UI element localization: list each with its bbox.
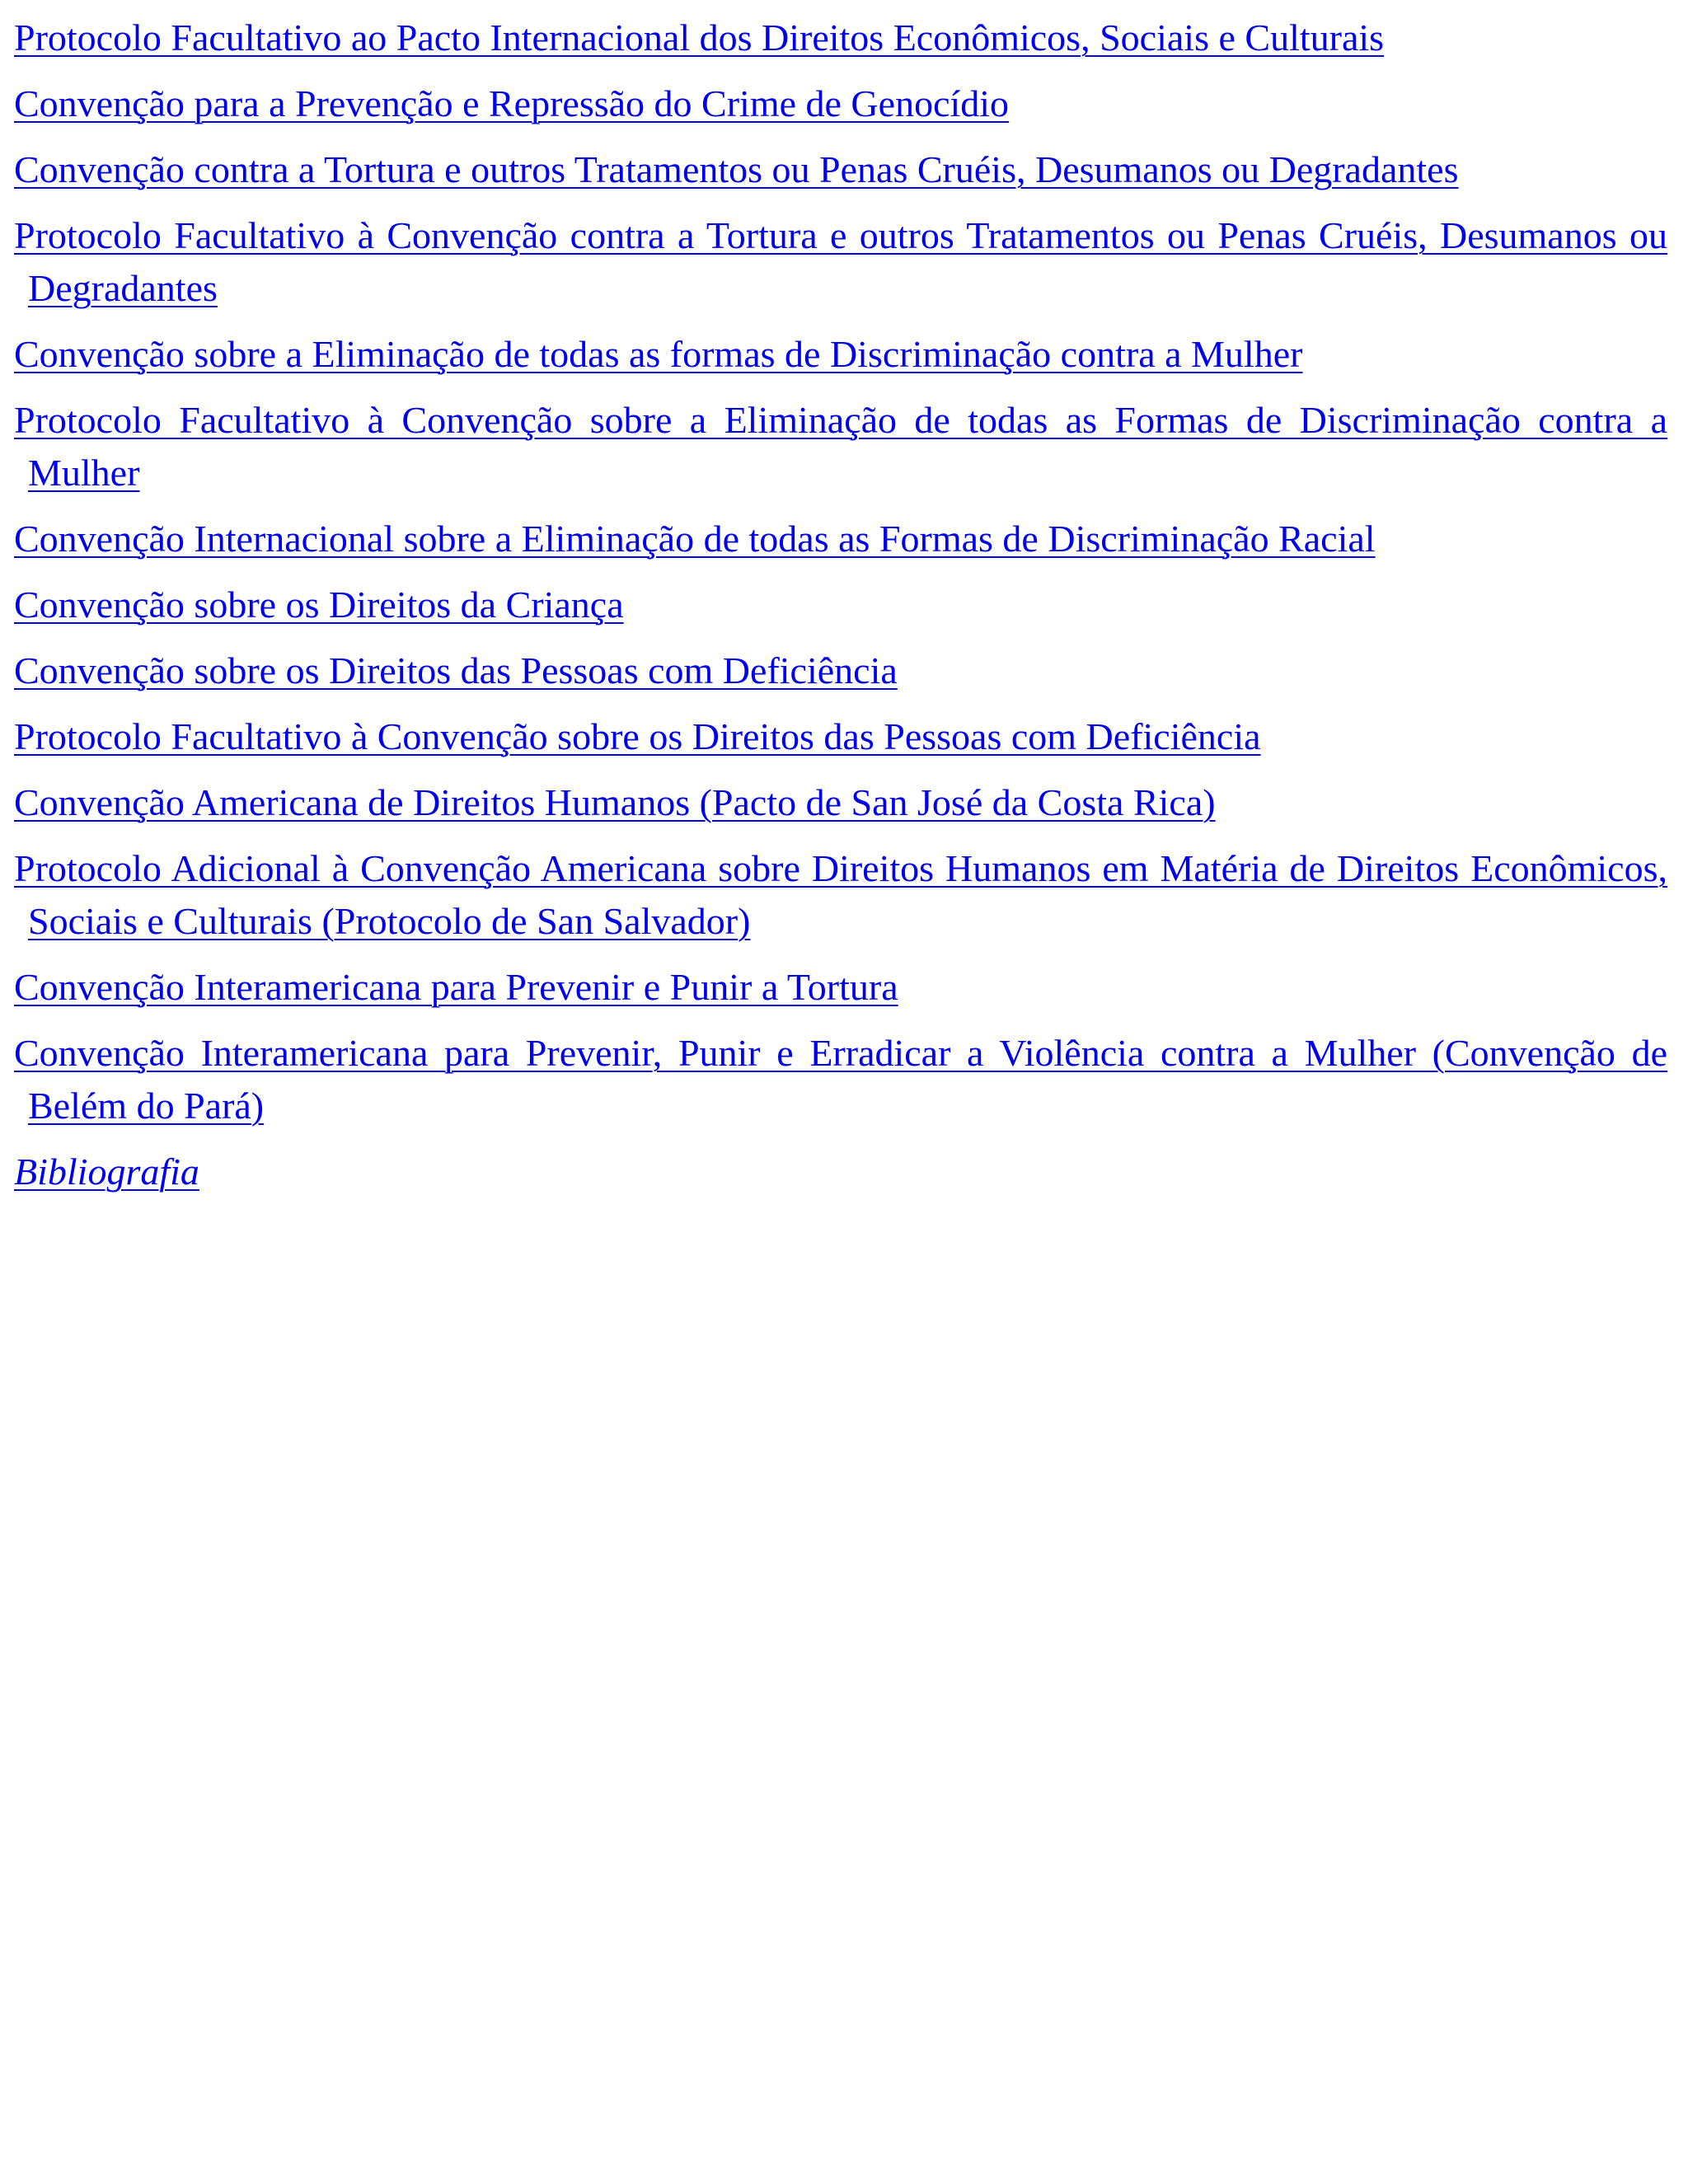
toc-link-convencao-crianca[interactable]: Convenção sobre os Direitos da Criança: [14, 583, 624, 626]
table-of-contents: [14, 12, 1667, 1212]
toc-link-convencao-mulher[interactable]: Convenção sobre a Eliminação de todas as formas de Discriminação contra a Mulher: [14, 333, 1303, 375]
toc-link-convencao-tortura[interactable]: Convenção contra a Tortura e outros Tratamentos ou Penas Cruéis, Desumanos ou Degradantes: [14, 148, 1459, 190]
toc-link-protocolo-san-salvador[interactable]: Protocolo Adicional à Convenção Americana sobre Direitos Humanos em Matéria de Direitos Econômicos, Sociais e Culturais (Protocolo de San Salvador): [14, 847, 1667, 942]
toc-link-convencao-genocidio[interactable]: Convenção para a Prevenção e Repressão do Crime de Genocídio: [14, 82, 1010, 124]
toc-link-protocolo-pidesc[interactable]: Protocolo Facultativo ao Pacto Internacional dos Direitos Econômicos, Sociais e Culturais: [14, 16, 1385, 59]
toc-link-convencao-racial[interactable]: Convenção Internacional sobre a Eliminação de todas as Formas de Discriminação Racial: [14, 518, 1376, 560]
toc-link-protocolo-mulher[interactable]: Protocolo Facultativo à Convenção sobre a Eliminação de todas as Formas de Discriminação contra a Mulher: [14, 399, 1667, 494]
toc-link-convencao-deficiencia[interactable]: Convenção sobre os Direitos das Pessoas com Deficiência: [14, 649, 898, 691]
toc-link-bibliografia[interactable]: Bibliografia: [14, 1151, 199, 1193]
toc-link-convencao-interamericana-tortura[interactable]: Convenção Interamericana para Prevenir e Punir a Tortura: [14, 966, 898, 1008]
toc-link-convencao-belem-do-para[interactable]: Convenção Interamericana para Prevenir, Punir e Erradicar a Violência contra a Mulher (Convenção de Belém do Pará): [14, 1032, 1667, 1127]
toc-link-convencao-americana[interactable]: Convenção Americana de Direitos Humanos (Pacto de San José da Costa Rica): [14, 781, 1216, 823]
toc-link-protocolo-deficiencia[interactable]: Protocolo Facultativo à Convenção sobre os Direitos das Pessoas com Deficiência: [14, 715, 1261, 757]
toc-link-protocolo-tortura[interactable]: Protocolo Facultativo à Convenção contra a Tortura e outros Tratamentos ou Penas Cruéis, Desumanos ou Degradantes: [14, 214, 1667, 309]
